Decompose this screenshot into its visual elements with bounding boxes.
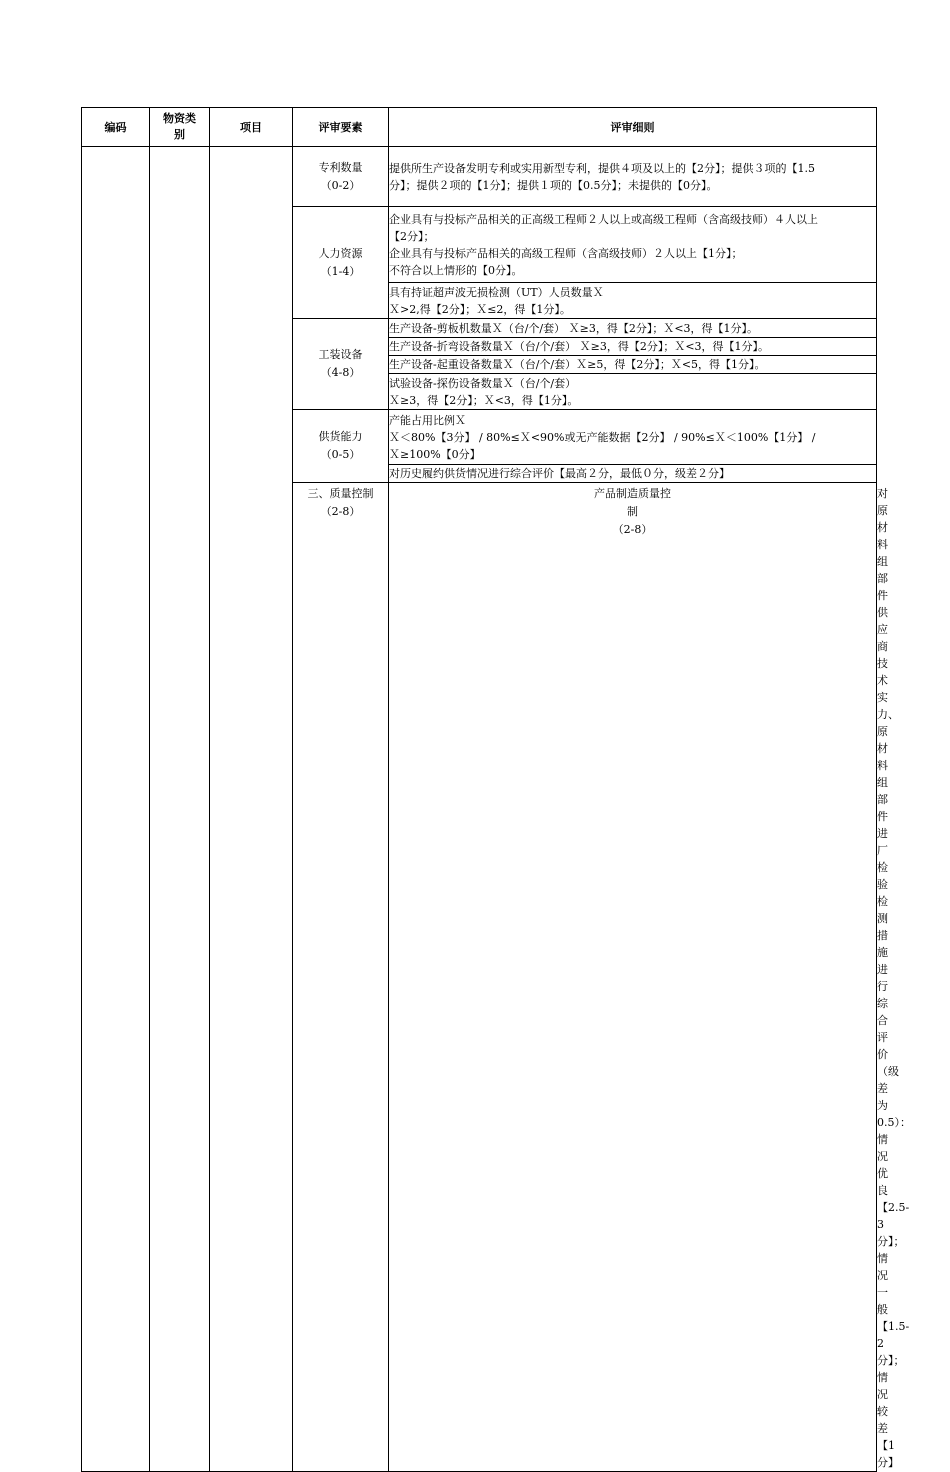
header-detail: 评审细则 (389, 108, 877, 147)
detail-patent (389, 147, 877, 207)
detail-equipment-3 (389, 356, 877, 374)
header-item: 项目 (210, 108, 293, 147)
header-row (82, 108, 877, 147)
table-row (82, 147, 877, 207)
detail-supply-2 (389, 465, 877, 483)
header-code: 编码 (82, 108, 150, 147)
detail-line: 生产设备-起重设备数量Ｘ（台/个/套）Ｘ≥5，得【2分】；Ｘ<5，得【1分】。 (389, 358, 766, 371)
element-range: （0-2） (320, 178, 361, 192)
element-range: （1-4） (320, 264, 361, 278)
detail-line: 生产设备-剪板机数量Ｘ（台/个/套） Ｘ≥3，得【2分】；Ｘ<3，得【1分】。 (389, 321, 759, 335)
element-supply (293, 410, 389, 483)
element-name-cont: 制 (627, 505, 638, 518)
element-name: 人力资源 (318, 246, 363, 260)
code-cell (82, 147, 150, 1472)
detail-line: 分】；提供２项的【1分】；提供１项的【0.5分】；未提供的【0分】。 (389, 178, 718, 192)
item-name: 三、质量控制 (307, 487, 374, 500)
evaluation-table (81, 107, 911, 1472)
element-name: 工装设备 (318, 348, 363, 361)
detail-equipment-4 (389, 374, 877, 410)
detail-line: 企业具有与投标产品相关的高级工程师（含高级技师）２人以上【1分】； (389, 246, 743, 260)
type-cell (150, 147, 210, 1472)
detail-line: 试验设备-探伤设备数量Ｘ（台/个/套） (389, 376, 577, 390)
detail-line: 生产设备-折弯设备数量Ｘ（台/个/套） Ｘ≥3，得【2分】；Ｘ<3，得【1分】。 (389, 340, 770, 353)
header-type: 物资类 别 (150, 108, 210, 147)
detail-line: 具有持证超声波无损检测（UT）人员数量Ｘ (389, 285, 604, 299)
detail-equipment-2 (389, 338, 877, 356)
detail-line: Ｘ＜80%【3分】 / 80%≤Ｘ<90%或无产能数据【2分】 / 90%≤Ｘ＜100%【1分】 / (389, 430, 816, 444)
detail-line: 产能占用比例Ｘ (389, 413, 466, 427)
detail-line: 【2分】； (389, 229, 435, 243)
detail-hr-1 (389, 207, 877, 283)
detail-supply-1 (389, 410, 877, 465)
detail-hr-2 (389, 283, 877, 319)
item-quality (293, 483, 389, 1472)
detail-line: Ｘ≥100%【0分】 (389, 447, 481, 461)
item-cell (210, 147, 293, 1472)
item-range: （2-8） (320, 505, 361, 518)
element-range: （0-5） (320, 448, 361, 461)
element-equipment (293, 319, 389, 410)
detail-equipment-1 (389, 319, 877, 338)
detail-line: Ｘ≥3，得【2分】；Ｘ<3，得【1分】。 (389, 393, 579, 407)
table-row: 三、质量控制 （2-8） 产品制造质量控 制 （2-8） 对原材料组部件供应商技术实力、原材料组部件进厂检验检测措施进行综合评价（级差为 0.5）：情况优良【2.5-3分】；情况一般【1.5-2分】；情况较差【1分】 (82, 483, 877, 1472)
element-quality (389, 483, 877, 1472)
element-name: 专利数量 (318, 160, 363, 174)
detail-line: 提供所生产设备发明专利或实用新型专利，提供４项及以上的【2分】；提供３项的【1.5 (389, 161, 815, 175)
detail-line: 对历史履约供货情况进行综合评价【最高２分，最低０分，级差２分】 (389, 467, 730, 480)
element-range: （2-8） (612, 523, 653, 536)
element-range: （4-8） (320, 366, 361, 379)
element-patent (293, 147, 389, 207)
element-hr (293, 207, 389, 319)
detail-line: Ｘ>2,得【2分】；Ｘ≤2，得【1分】。 (389, 302, 571, 316)
element-name: 供货能力 (318, 430, 363, 443)
detail-line: 不符合以上情形的【0分】。 (389, 263, 523, 277)
element-name: 产品制造质量控 (594, 487, 671, 500)
header-element: 评审要素 (293, 108, 389, 147)
detail-line: 企业具有与投标产品相关的正高级工程师２人以上或高级工程师（含高级技师）４人以上 (389, 212, 818, 226)
